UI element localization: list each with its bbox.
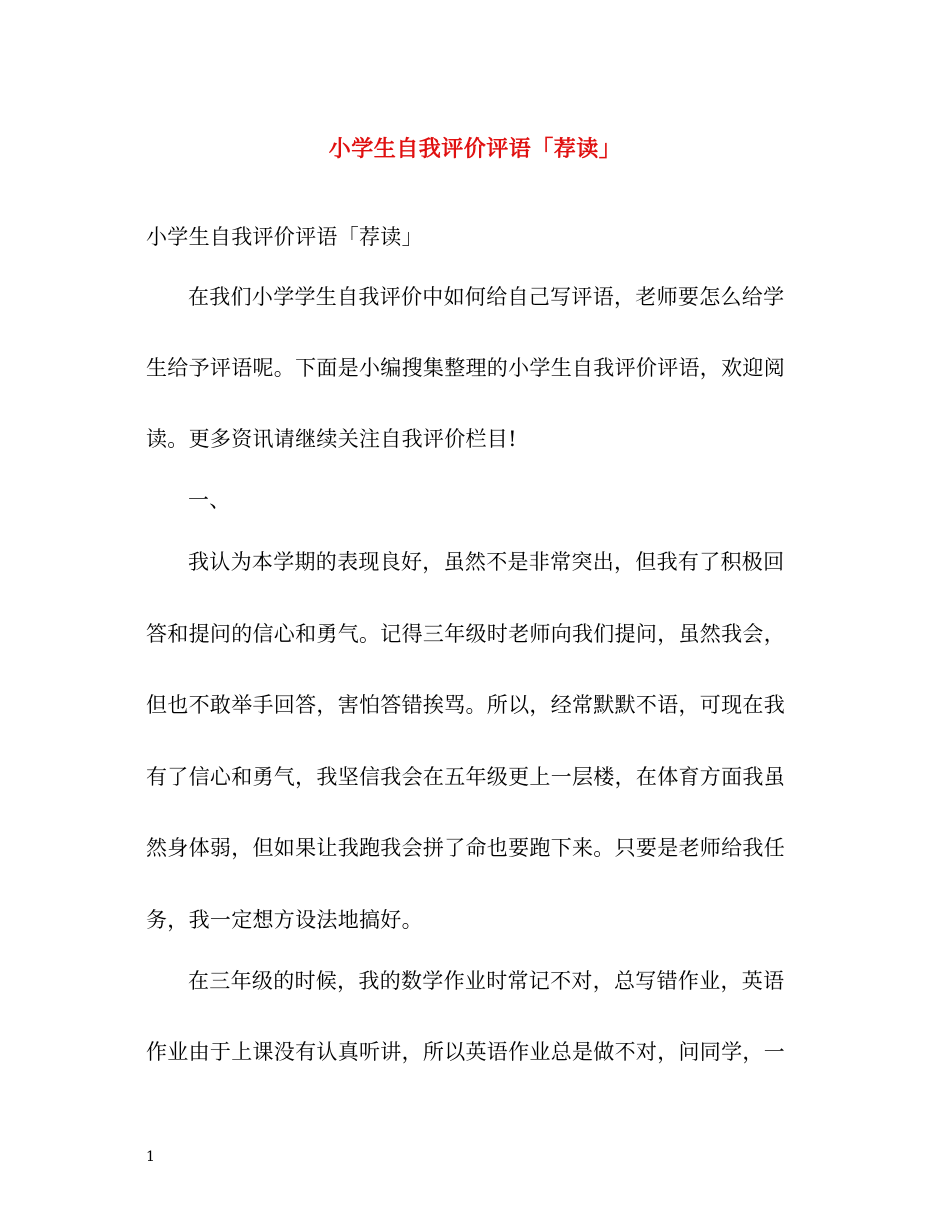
page-number: 1	[146, 1149, 155, 1165]
paragraph-line: 但也不敢举手回答，害怕答错挨骂。所以，经常默默不语，可现在我	[146, 693, 785, 717]
paragraph-line: 在我们小学学生自我评价中如何给自己写评语，老师要怎么给学	[188, 285, 785, 309]
paragraph-line: 务，我一定想方设法地搞好。	[146, 908, 423, 932]
paragraph-line: 有了信心和勇气，我坚信我会在五年级更上一层楼，在体育方面我虽	[146, 765, 785, 789]
paragraph-line: 作业由于上课没有认真听讲，所以英语作业总是做不对，问同学，一	[146, 1040, 785, 1064]
paragraph-line: 我认为本学期的表现良好，虽然不是非常突出，但我有了积极回	[188, 550, 785, 574]
paragraph-line: 读。更多资讯请继续关注自我评价栏目!	[146, 427, 517, 451]
paragraph-line: 答和提问的信心和勇气。记得三年级时老师向我们提问，虽然我会，	[146, 622, 785, 646]
subtitle-line: 小学生自我评价评语「荐读」	[146, 225, 423, 249]
paragraph-line: 然身体弱，但如果让我跑我会拼了命也要跑下来。只要是老师给我任	[146, 836, 785, 860]
paragraph-line: 在三年级的时候，我的数学作业时常记不对，总写错作业，英语	[188, 969, 785, 993]
paragraph-line: 生给予评语呢。下面是小编搜集整理的小学生自我评价评语，欢迎阅	[146, 356, 785, 380]
document-title: 小学生自我评价评语「荐读」	[328, 136, 622, 162]
section-heading: 一、	[188, 488, 231, 512]
